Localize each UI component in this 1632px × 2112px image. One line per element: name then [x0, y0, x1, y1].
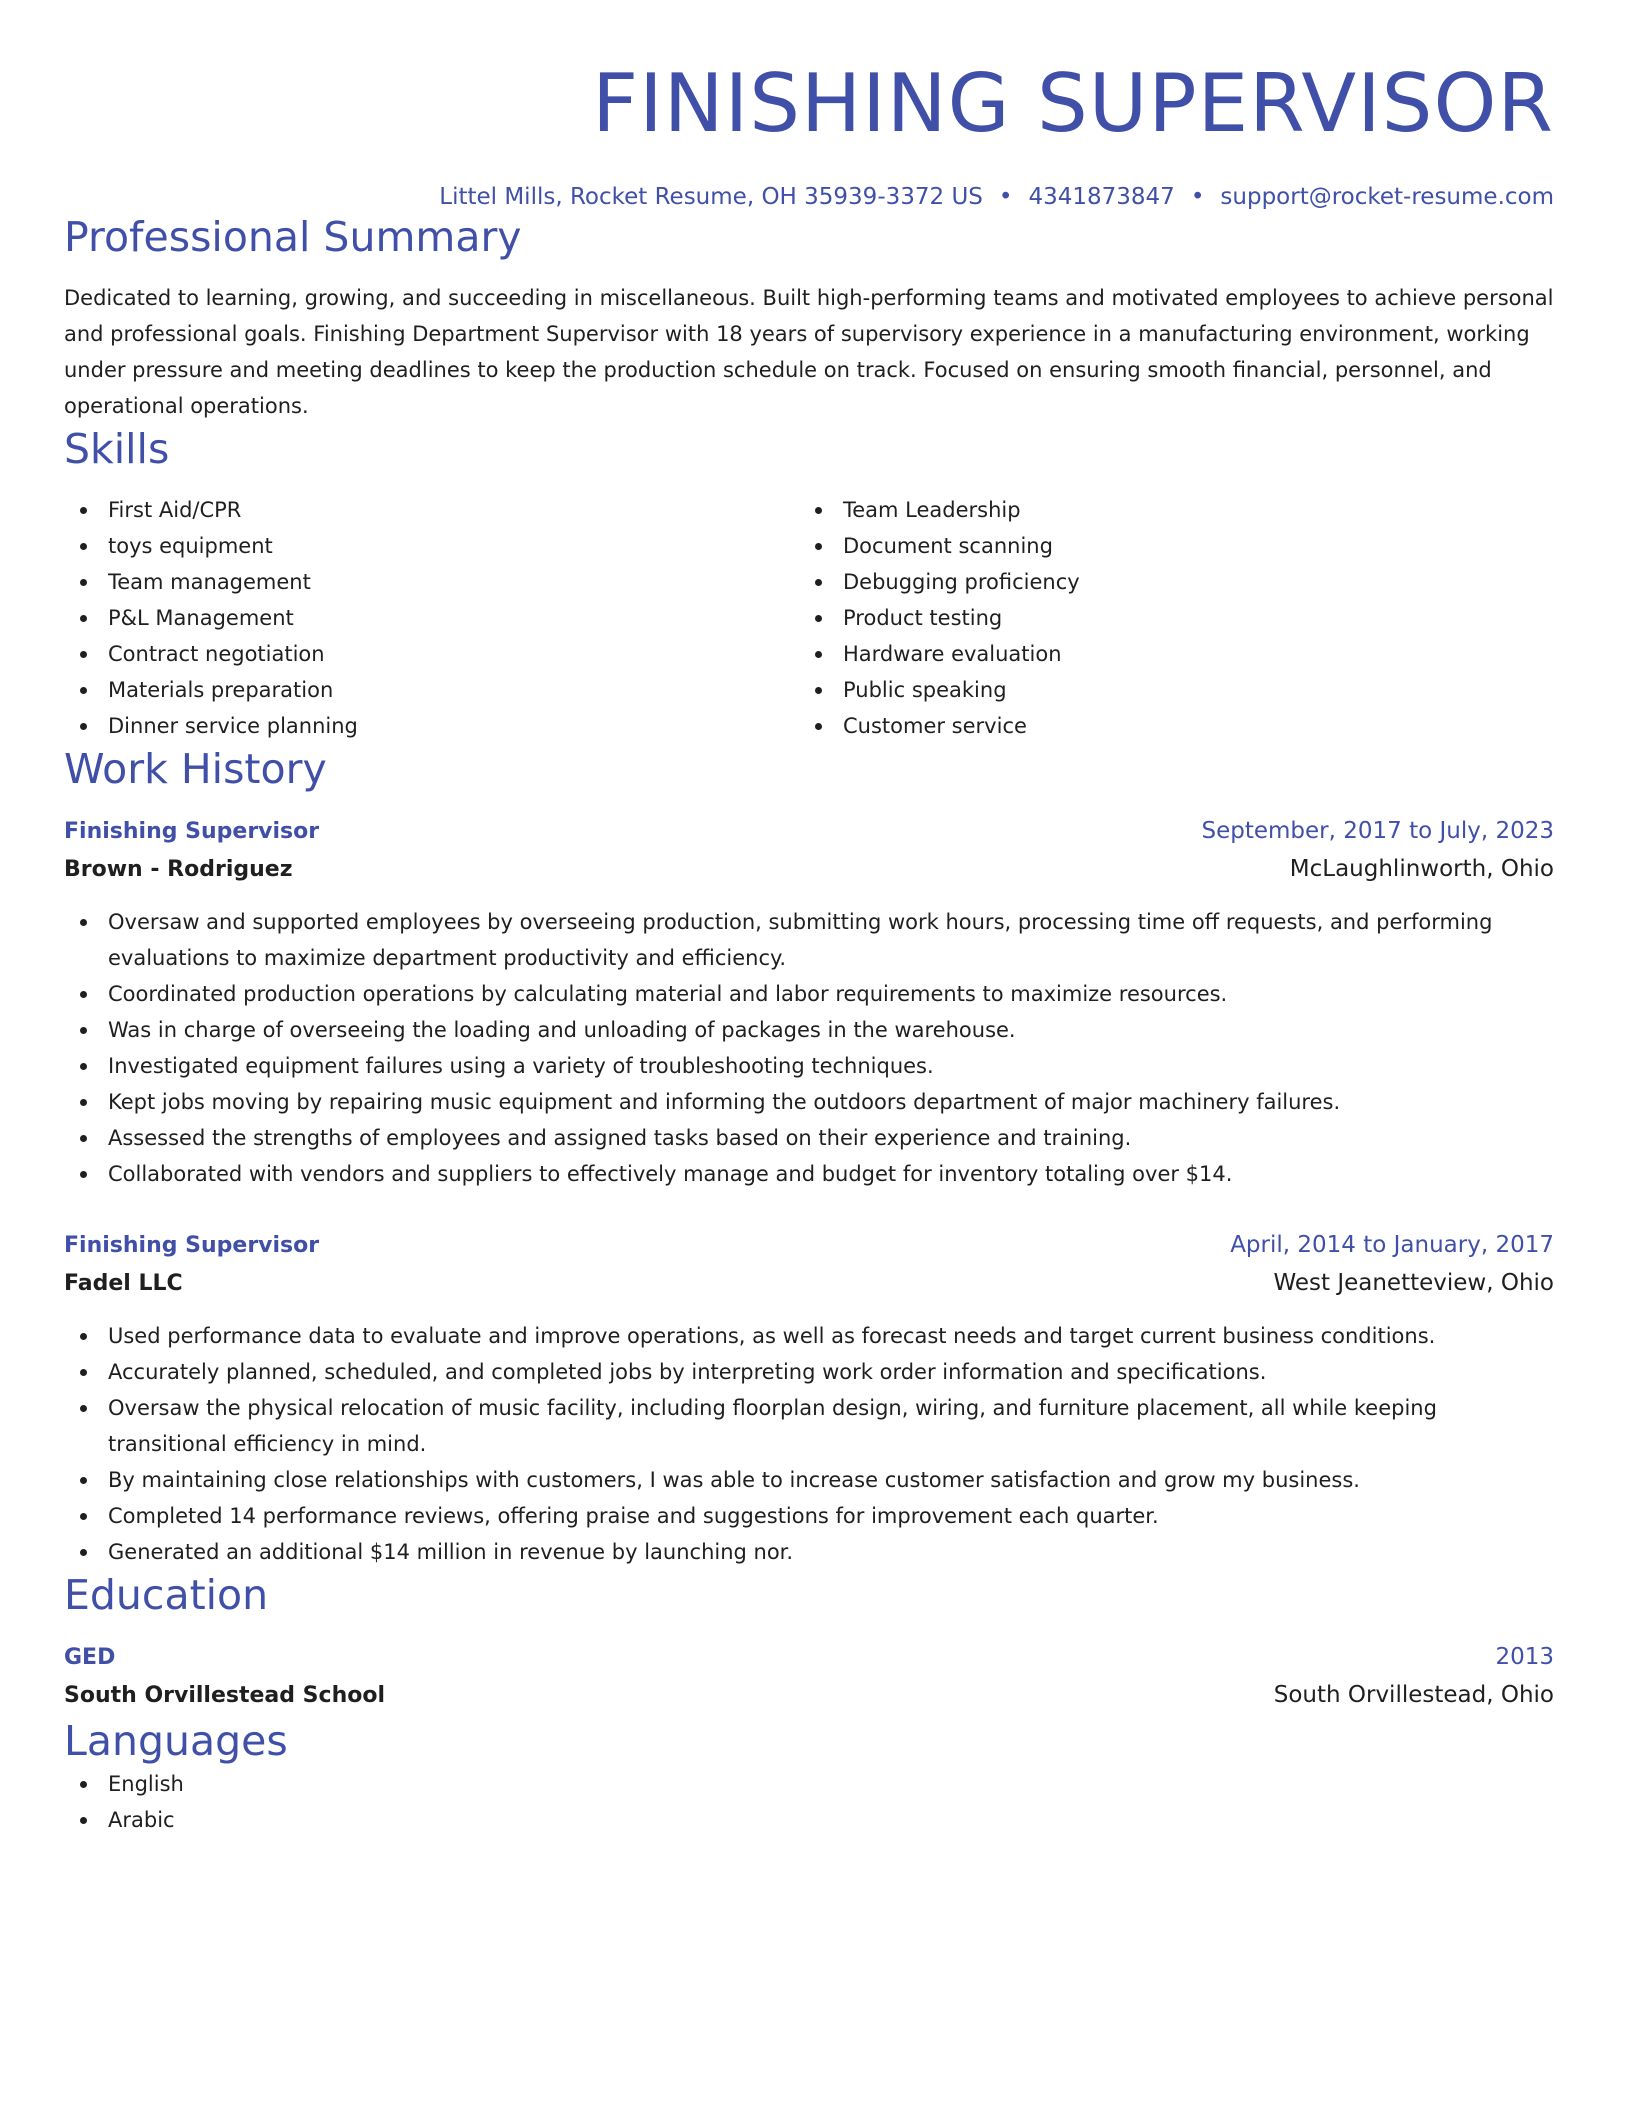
education-year: 2013: [1495, 1644, 1554, 1670]
education-heading: Education: [64, 1571, 269, 1619]
summary-text: Dedicated to learning, growing, and succeeding in miscellaneous. Built high-performing teams and motivated employees to achieve personal and professional goals. Finishing Department Supervisor with 18 years of supervisory experience in a manufacturing environment, working under pressure and meeting deadlines to keep the production schedule on track. Focused on ensuring smooth financial, personnel, and operational operations.: [64, 286, 1554, 418]
job-header-row: [64, 814, 1554, 849]
contact-line: [64, 182, 1554, 212]
job-bullet: Assessed the strengths of employees and assigned tasks based on their experience and training.: [64, 1120, 1554, 1156]
job-company: Fadel LLC: [64, 1271, 183, 1296]
education-location: South Orvillestead, Ohio: [1273, 1682, 1554, 1708]
skills-heading: Skills: [64, 425, 170, 473]
job-bullet: Collaborated with vendors and suppliers to effectively manage and budget for inventory totaling over $14.: [64, 1156, 1554, 1192]
separator-dot: •: [998, 184, 1013, 210]
separator-dot: •: [1190, 184, 1205, 210]
skills-column-left: [64, 492, 799, 744]
skill-item: First Aid/CPR: [64, 492, 799, 528]
skill-item: Team Leadership: [799, 492, 1534, 528]
job-dates: April, 2014 to January, 2017: [1230, 1232, 1554, 1258]
job-bullet: Oversaw the physical relocation of music facility, including floorplan design, wiring, and furniture placement, all while keeping transitional efficiency in mind.: [64, 1390, 1554, 1462]
job-bullet: Generated an additional $14 million in revenue by launching nor.: [64, 1534, 1554, 1570]
skill-item: Contract negotiation: [64, 636, 799, 672]
job-location: McLaughlinworth, Ohio: [1289, 856, 1554, 882]
job-bullets: [64, 904, 1554, 1192]
job-title: Finishing Supervisor: [64, 1233, 320, 1258]
job-bullet: Completed 14 performance reviews, offering praise and suggestions for improvement each quarter.: [64, 1498, 1554, 1534]
job-company: Brown - Rodriguez: [64, 857, 293, 882]
job-dates: September, 2017 to July, 2023: [1201, 818, 1554, 844]
job-location: West Jeanetteview, Ohio: [1273, 1270, 1554, 1296]
education-school: South Orvillestead School: [64, 1683, 385, 1708]
education-degree: GED: [64, 1645, 116, 1670]
job-bullet: Coordinated production operations by calculating material and labor requirements to maximize resources.: [64, 976, 1554, 1012]
resume-page: [64, 0, 1554, 1838]
job-entry: [64, 814, 1554, 1192]
job-company-row: [64, 849, 1554, 890]
summary-heading: Professional Summary: [64, 213, 522, 261]
job-bullet: Was in charge of overseeing the loading and unloading of packages in the warehouse.: [64, 1012, 1554, 1048]
skill-item: Debugging proficiency: [799, 564, 1534, 600]
skill-item: Dinner service planning: [64, 708, 799, 744]
contact-email: support@rocket-resume.com: [1220, 184, 1554, 210]
skill-item: toys equipment: [64, 528, 799, 564]
skill-item: P&L Management: [64, 600, 799, 636]
language-item: English: [64, 1766, 1554, 1802]
education-entry: [64, 1640, 1554, 1716]
languages-list: [64, 1766, 1554, 1838]
contact-phone: 4341873847: [1028, 184, 1175, 210]
skill-item: Customer service: [799, 708, 1534, 744]
job-bullet: Used performance data to evaluate and improve operations, as well as forecast needs and target current business conditions.: [64, 1318, 1554, 1354]
skill-item: Public speaking: [799, 672, 1534, 708]
skill-item: Document scanning: [799, 528, 1534, 564]
education-school-row: [64, 1675, 1554, 1716]
languages-heading: Languages: [64, 1717, 288, 1765]
job-entry: [64, 1228, 1554, 1570]
language-item: Arabic: [64, 1802, 1554, 1838]
skills-column-right: [799, 492, 1534, 744]
job-bullet: Investigated equipment failures using a variety of troubleshooting techniques.: [64, 1048, 1554, 1084]
job-company-row: [64, 1263, 1554, 1304]
job-header-row: [64, 1228, 1554, 1263]
job-bullet: Accurately planned, scheduled, and completed jobs by interpreting work order information and specifications.: [64, 1354, 1554, 1390]
page-title: FINISHING SUPERVISOR: [592, 57, 1554, 150]
skill-item: Team management: [64, 564, 799, 600]
job-bullets: [64, 1318, 1554, 1570]
skill-item: Product testing: [799, 600, 1534, 636]
contact-address: Littel Mills, Rocket Resume, OH 35939-3372 US: [439, 184, 983, 210]
skills-list: [64, 492, 1554, 744]
skill-item: Materials preparation: [64, 672, 799, 708]
job-bullet: By maintaining close relationships with customers, I was able to increase customer satisfaction and grow my business.: [64, 1462, 1554, 1498]
job-bullet: Kept jobs moving by repairing music equipment and informing the outdoors department of major machinery failures.: [64, 1084, 1554, 1120]
skill-item: Hardware evaluation: [799, 636, 1534, 672]
work-history-heading: Work History: [64, 745, 327, 793]
job-bullet: Oversaw and supported employees by overseeing production, submitting work hours, processing time off requests, and performing evaluations to maximize department productivity and efficiency.: [64, 904, 1554, 976]
education-header-row: [64, 1640, 1554, 1675]
job-title: Finishing Supervisor: [64, 819, 320, 844]
